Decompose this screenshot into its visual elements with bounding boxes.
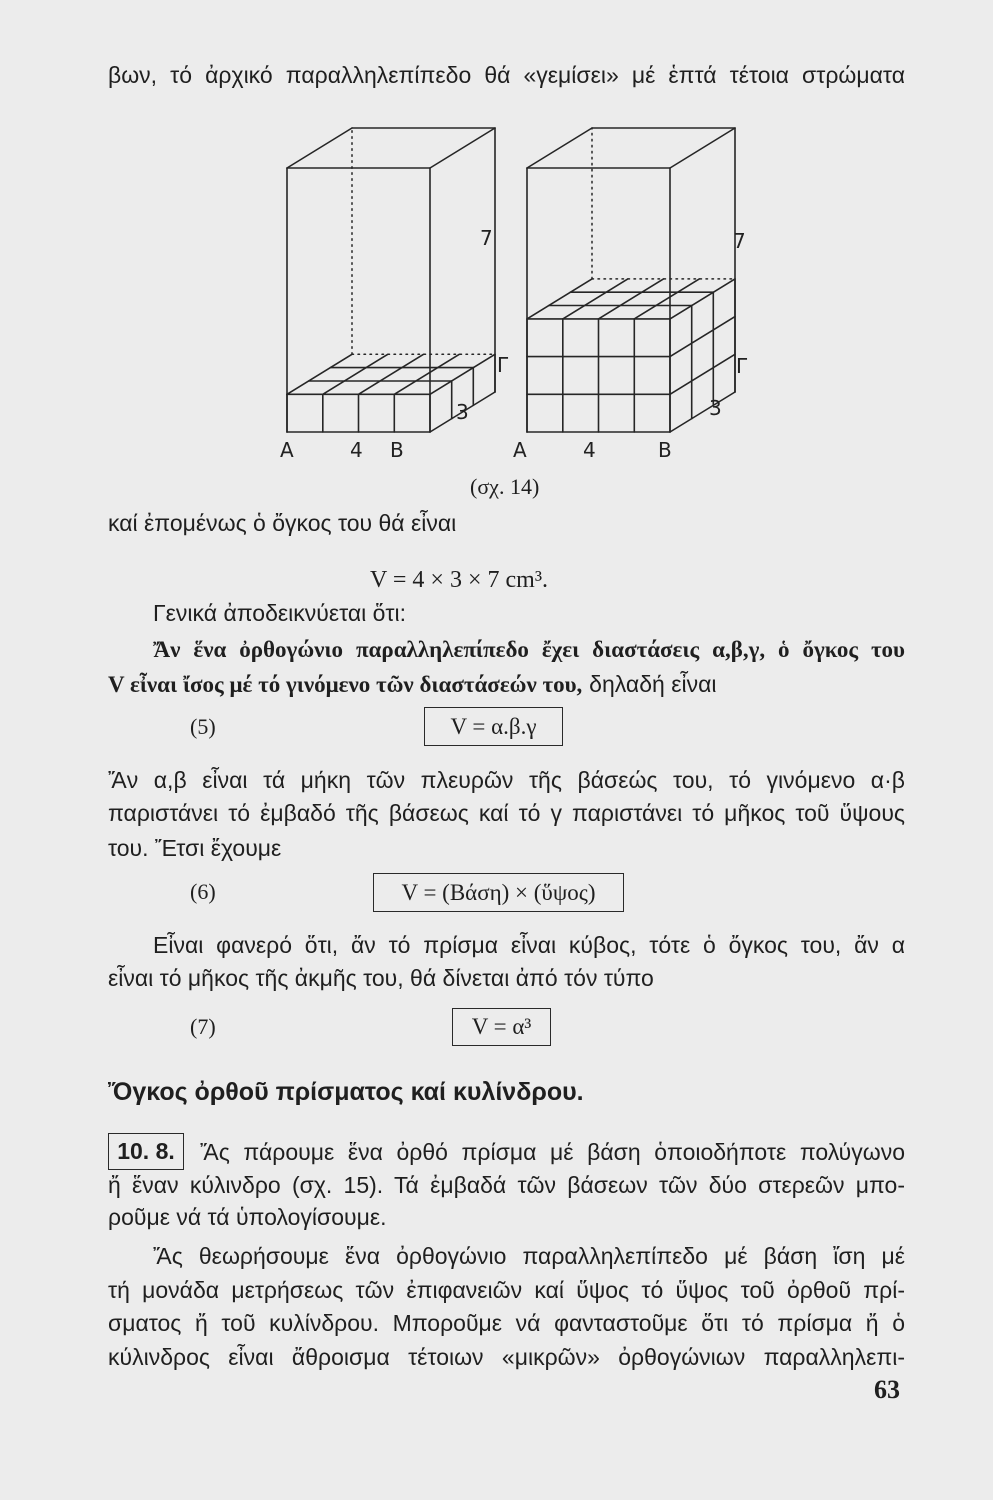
vertex-beta-label: Β bbox=[658, 438, 672, 462]
text-line: Ἄς πάρουμε ἕνα ὀρθό πρίσμα μέ βάση ὁποιοδήποτε πολύγωνο bbox=[200, 1139, 905, 1165]
theorem-tail-text: δηλαδή εἶναι bbox=[589, 671, 717, 697]
cube-edge-top bbox=[287, 354, 352, 394]
text-line: καί ἐπομένως ὁ ὄγκος του θά εἶναι bbox=[108, 510, 457, 536]
vertex-alpha-label: Α bbox=[280, 438, 294, 462]
cube-edge-top bbox=[634, 279, 699, 319]
width-label: 3 bbox=[709, 396, 722, 420]
text-line: Ἄν α,β εἶναι τά μήκη τῶν πλευρῶν τῆς βάσεώς του, τό γινόμενο α·β bbox=[108, 767, 905, 793]
text-line: κύλινδρος εἶναι ἄθροισμα τέτοιων «μικρῶν» ὀρθογώνιων παραλληλεπι- bbox=[108, 1344, 905, 1370]
prism-edge bbox=[527, 128, 592, 168]
text-line: ἤ ἕναν κύλινδρο (σχ. 15). Τά ἐμβαδά τῶν βάσεων τῶν δύο στερεῶν μπο- bbox=[108, 1172, 905, 1198]
formula-5-box: V = α.β.γ bbox=[424, 707, 563, 746]
height-label: 7 bbox=[733, 229, 746, 253]
text-line: Εἶναι φανερό ὅτι, ἄν τό πρίσμα εἶναι κύβος, τότε ὁ ὄγκος του, ἄν α bbox=[153, 932, 905, 958]
prism-edge-bg bbox=[670, 392, 735, 432]
theorem-line bbox=[108, 669, 905, 700]
theorem-text: V εἶναι ἴσος μέ τό γινόμενο τῶν διαστάσεών του, bbox=[108, 672, 583, 697]
text-line: παριστάνει τό ἐμβαδό τῆς βάσεως καί τό γ παριστάνει τό μῆκος τοῦ ὕψους bbox=[108, 800, 905, 826]
cube-edge-top bbox=[563, 279, 628, 319]
cube-edge-top bbox=[323, 354, 388, 394]
equation-number-5: (5) bbox=[190, 714, 216, 739]
vertex-alpha-label: Α bbox=[513, 438, 527, 462]
volume-formula: V = 4 × 3 × 7 cm³. bbox=[370, 567, 549, 593]
text-line: βων, τό ἀρχικό παραλληλεπίπεδο θά «γεμίσει» μέ ἑπτά τέτοια στρώματα bbox=[108, 62, 905, 88]
text-line: σματος ἤ τοῦ κυλίνδρου. Μποροῦμε νά φανταστοῦμε ὅτι τό πρίσμα ἤ ὁ bbox=[108, 1310, 905, 1336]
figure-caption: (σχ. 14) bbox=[470, 474, 540, 499]
prism-three-cube-layers bbox=[527, 128, 735, 432]
cube-edge-side bbox=[670, 354, 735, 394]
formula-7-box: V = α³ bbox=[452, 1008, 551, 1046]
formula-6-box: V = (Βάση) × (ὕψος) bbox=[373, 873, 624, 912]
equation-number-7: (7) bbox=[190, 1014, 216, 1039]
text-line: Γενικά ἀποδεικνύεται ὅτι: bbox=[153, 600, 406, 626]
prism-edge bbox=[670, 128, 735, 168]
cube-edge-top bbox=[359, 354, 424, 394]
cube-edge-side bbox=[670, 317, 735, 357]
height-label: 7 bbox=[480, 226, 493, 250]
vertex-beta-label: Β bbox=[390, 438, 404, 462]
vertex-gamma-label: Γ bbox=[497, 353, 509, 377]
cube-edge-top bbox=[527, 279, 592, 319]
vertex-gamma-label: Γ bbox=[736, 354, 748, 378]
cube-edge-top bbox=[394, 354, 459, 394]
equation-number-6: (6) bbox=[190, 879, 216, 904]
prism-edge bbox=[430, 128, 495, 168]
width-label: 3 bbox=[456, 400, 469, 424]
text-line: Ἄς θεωρήσουμε ἕνα ὀρθογώνιο παραλληλεπίπεδο μέ βάση ἴση μέ bbox=[153, 1243, 905, 1269]
text-line: εἶναι τό μῆκος τῆς ἀκμῆς του, θά δίνεται ἀπό τόν τύπο bbox=[108, 965, 654, 991]
text-line: ροῦμε νά τά ὑπολογίσουμε. bbox=[108, 1204, 387, 1230]
section-number-box: 10. 8. bbox=[108, 1133, 184, 1170]
page-number: 63 bbox=[874, 1375, 900, 1404]
section-heading: Ὄγκος ὀρθοῦ πρίσματος καί κυλίνδρου. bbox=[108, 1078, 584, 1106]
length-label: 4 bbox=[350, 438, 363, 462]
figure-14-drawing bbox=[0, 0, 993, 500]
cube-edge-side bbox=[430, 354, 495, 394]
theorem-line: Ἄν ἕνα ὀρθογώνιο παραλληλεπίπεδο ἔχει διαστάσεις α,β,γ, ὁ ὄγκος του bbox=[153, 637, 905, 662]
cube-edge-side bbox=[670, 279, 735, 319]
cube-edge-top bbox=[599, 279, 664, 319]
prism-one-cube-layer bbox=[287, 128, 495, 432]
prism-edge bbox=[287, 128, 352, 168]
text-line: του. Ἔτσι ἔχουμε bbox=[108, 835, 282, 861]
length-label: 4 bbox=[583, 438, 596, 462]
text-line: τή μονάδα μετρήσεως τῶν ἐπιφανειῶν καί ὕψος τό ὕψος τοῦ ὀρθοῦ πρί- bbox=[108, 1277, 905, 1303]
